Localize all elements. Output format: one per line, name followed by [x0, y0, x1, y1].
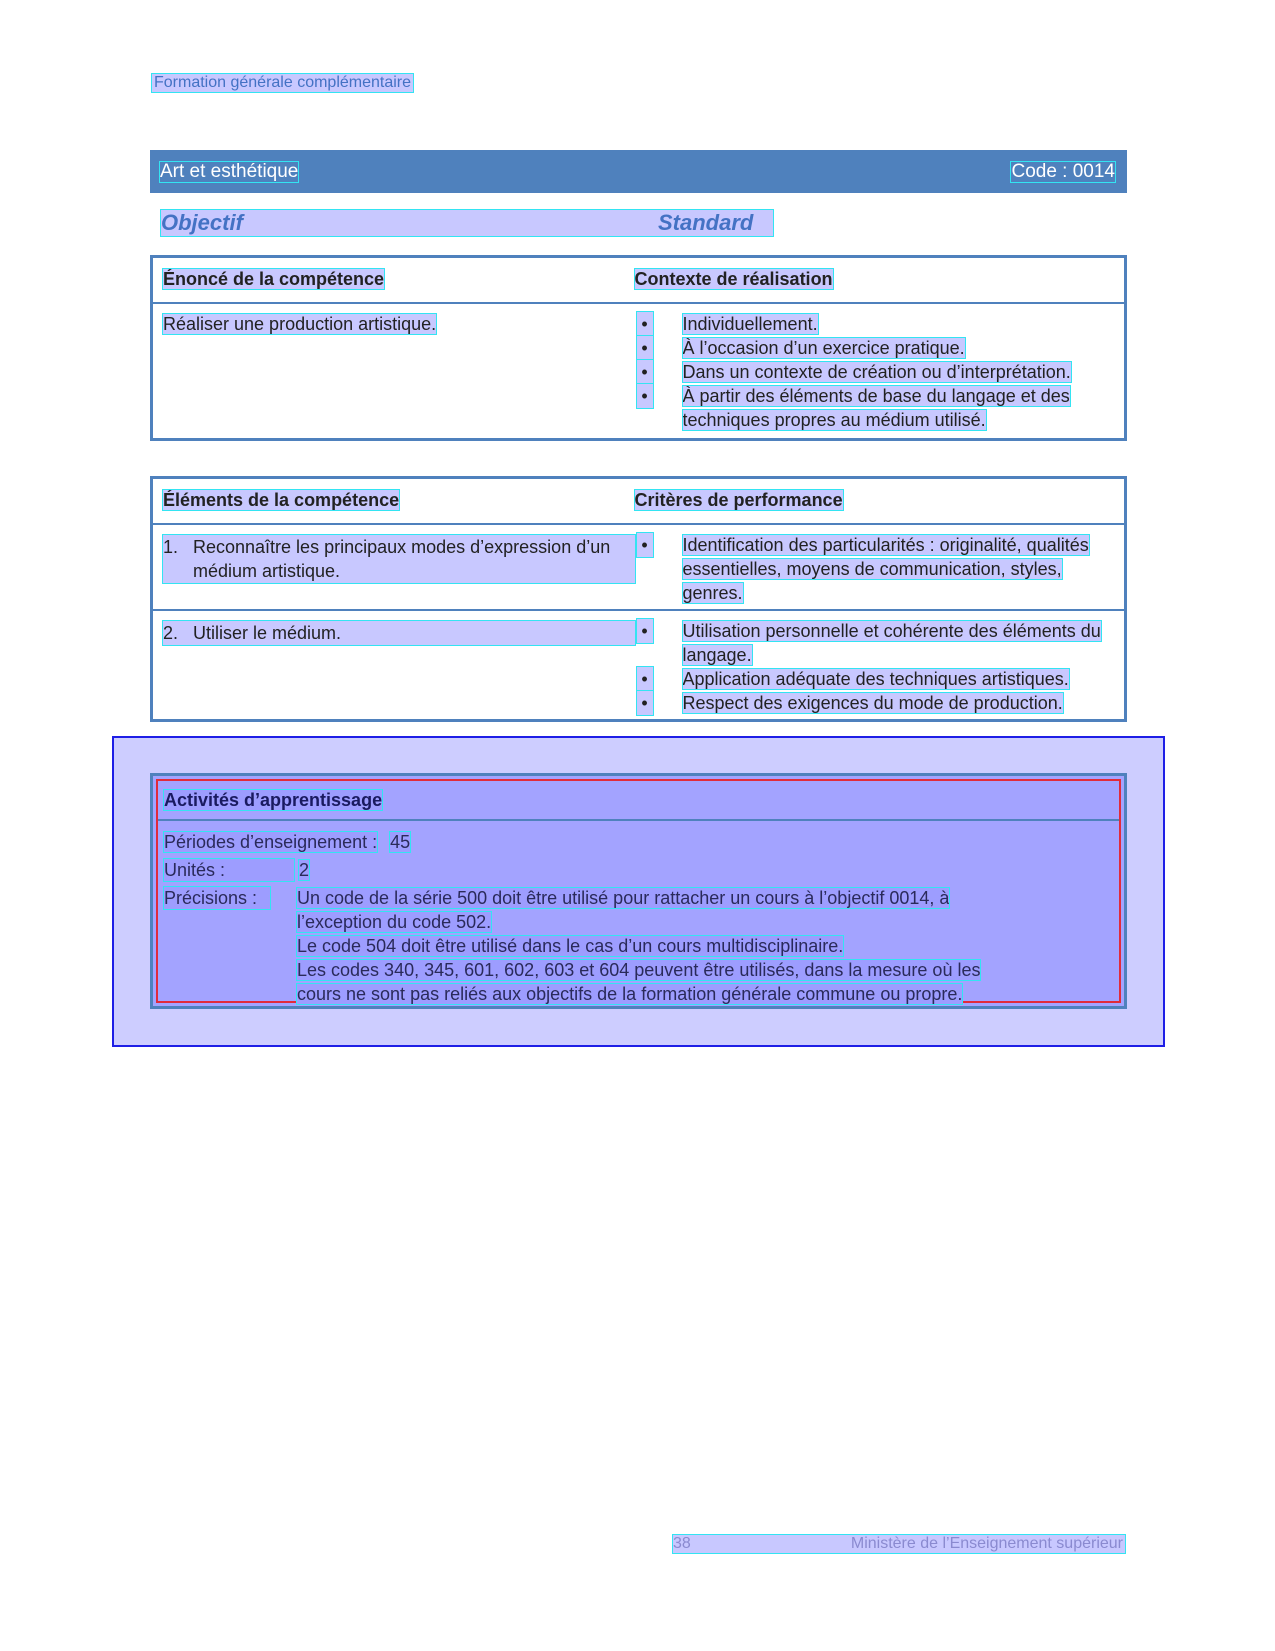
standard-label: Standard — [658, 210, 754, 235]
element-item: 2. Utiliser le médium. — [163, 621, 635, 645]
objective-standard-row — [161, 210, 773, 236]
elements-table — [150, 476, 1127, 722]
list-item: • À partir des éléments de base du langage et des techniques propres au médium utilisé. — [635, 384, 1111, 432]
course-title-bar — [150, 150, 1127, 193]
bullet-icon: • — [637, 312, 653, 336]
activities-title: Activités d’apprentissage — [164, 790, 383, 810]
competence-table — [150, 255, 1127, 441]
list-item: • Application adéquate des techniques artistiques. — [635, 667, 1111, 691]
list-item: • Dans un contexte de création ou d’interprétation. — [635, 360, 1111, 384]
context-list — [635, 312, 1111, 432]
list-item: • Respect des exigences du mode de production. — [635, 691, 1111, 715]
precision-line: l’exception du code 502. — [297, 912, 492, 932]
objective-label: Objectif — [161, 210, 243, 235]
activities-highlight-frame — [156, 779, 1121, 1003]
criteria-header: Critères de performance — [634, 490, 843, 511]
bullet-icon: • — [637, 619, 653, 643]
units-value: 2 — [299, 860, 310, 880]
bullet-icon: • — [637, 360, 653, 384]
activities-box — [150, 773, 1127, 1009]
list-item: • Individuellement. — [635, 312, 1111, 336]
criteria-list — [635, 619, 1111, 715]
precision-line: Le code 504 doit être utilisé dans le cas d’un cours multidisciplinaire. — [297, 936, 844, 956]
bullet-icon: • — [637, 533, 653, 557]
list-item: • Identification des particularités : originalité, qualités essentielles, moyens de communication, styles, genres. — [635, 533, 1111, 605]
statement-header: Énoncé de la compétence — [163, 269, 385, 290]
elements-header: Éléments de la compétence — [163, 490, 400, 511]
element-item: 1. Reconnaître les principaux modes d’expression d’un médium artistique. — [163, 535, 635, 583]
list-item: • Utilisation personnelle et cohérente des éléments du langage. — [635, 619, 1111, 667]
criteria-list — [635, 533, 1111, 605]
bullet-icon: • — [637, 691, 653, 715]
course-subject: Art et esthétique — [160, 160, 299, 182]
bullet-icon: • — [637, 336, 653, 360]
bullet-icon: • — [637, 384, 653, 408]
course-code: Code : 0014 — [1011, 160, 1115, 182]
activities-title-row — [158, 781, 1119, 821]
precision-line: Un code de la série 500 doit être utilisé pour rattacher un cours à l’objectif 0014, à — [297, 888, 950, 908]
periods-label: Périodes d’enseignement : — [164, 832, 378, 852]
precisions-label: Précisions : — [164, 887, 270, 909]
precision-line: cours ne sont pas reliés aux objectifs de la formation générale commune ou propre. — [297, 984, 963, 1004]
list-item: • À l’occasion d’un exercice pratique. — [635, 336, 1111, 360]
page-number: 38 — [673, 1535, 691, 1552]
units-label: Unités : — [164, 859, 294, 881]
periods-value: 45 — [390, 832, 411, 852]
competence-statement: Réaliser une production artistique. — [163, 313, 437, 334]
precision-line: Les codes 340, 345, 601, 602, 603 et 604 peuvent être utilisés, dans la mesure où les — [297, 960, 981, 980]
bullet-icon: • — [637, 667, 653, 691]
context-header: Contexte de réalisation — [634, 269, 833, 290]
ministry-name: Ministère de l’Enseignement supérieur — [850, 1535, 1123, 1552]
running-header: Formation générale complémentaire — [154, 74, 412, 91]
page-footer — [673, 1535, 1125, 1553]
